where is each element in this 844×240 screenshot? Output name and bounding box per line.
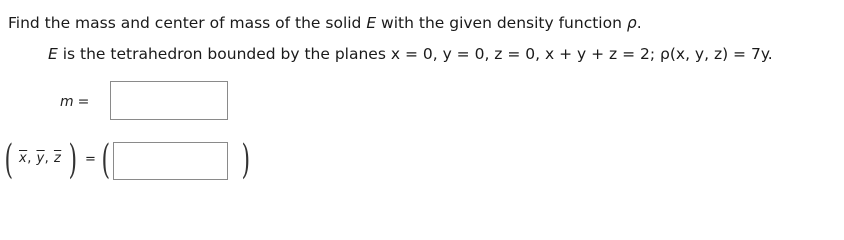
problem-statement [48, 43, 773, 65]
question-prompt [8, 12, 642, 34]
prompt-text-mid: with the given density function [376, 14, 627, 32]
y-bar: $\overline{y}$ [36, 151, 45, 166]
x-bar: $\overline{x}$ [19, 151, 28, 166]
answer-open-paren: ( [101, 137, 111, 183]
mass-var: m [60, 94, 74, 110]
problem-var-e: E [48, 45, 58, 63]
prompt-text-end: . [636, 14, 642, 32]
prompt-var-rho: ρ [626, 14, 637, 32]
com-equals: = [85, 152, 96, 167]
problem-text: is the tetrahedron bounded by the planes x = 0, y = 0, z = 0, x + y + z = 2; ρ(x, y, z) = 7y. [57, 45, 773, 63]
z-bar: $\overline{z}$ [53, 151, 62, 166]
prompt-text-start: Find the mass and center of mass of the solid [8, 14, 367, 32]
mass-label [60, 92, 89, 112]
com-open-paren: ( [4, 137, 14, 183]
com-close-paren: ) [68, 137, 78, 183]
answer-close-paren: ) [241, 137, 251, 183]
prompt-var-e: E [366, 14, 377, 32]
center-of-mass-answer-input[interactable] [113, 142, 228, 180]
com-bar-vars: $\overline{x}$, $\overline{y}$, $\overline{z}$ [19, 151, 62, 166]
mass-equals: = [77, 94, 90, 110]
mass-answer-input[interactable] [110, 81, 228, 120]
